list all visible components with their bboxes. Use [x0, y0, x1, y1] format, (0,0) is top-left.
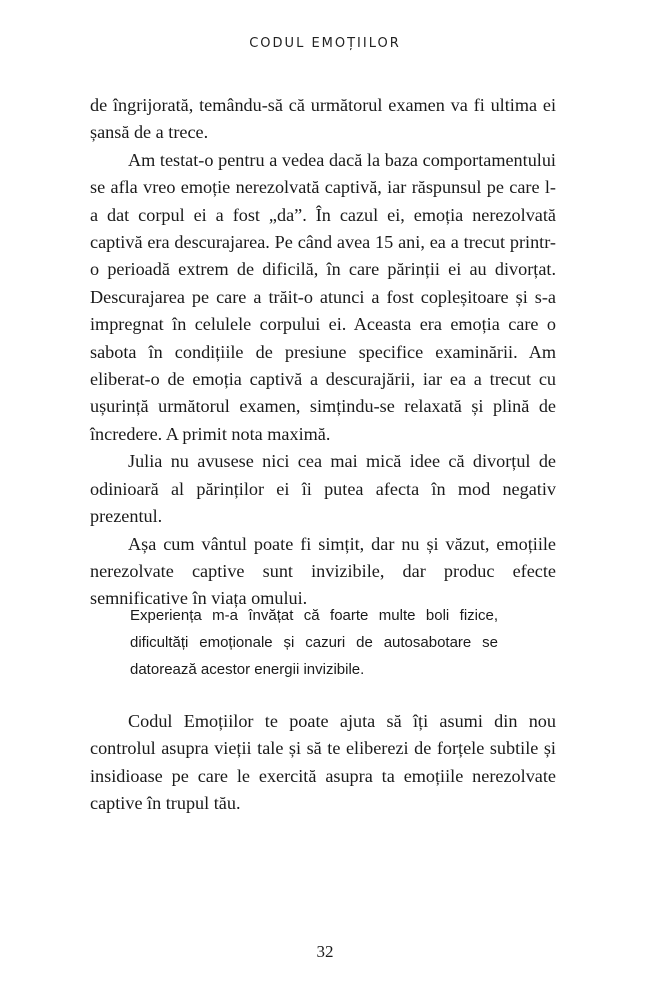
running-header: CODUL EMOȚIILOR — [249, 36, 401, 51]
paragraph-closing: Codul Emoțiilor te poate ajuta să îți asumi din nou controlul asupra vieții tale și să te eliberezi de forțele subtile și insidioase pe care le exercită asupra ta emoțiile nerezolvate captive în trupul tău. — [90, 711, 556, 814]
paragraph-wind-analogy: Așa cum vântul poate fi simțit, dar nu și văzut, emoțiile nerezolvate captive sunt invizibile, dar produc efecte semnificative în viața omului. — [90, 533, 556, 609]
page-number: 32 — [316, 942, 334, 961]
closing-text-block — [90, 708, 556, 818]
main-text-block — [90, 92, 556, 613]
paragraph-julia: Julia nu avusese nici cea mai mică idee că divorțul de odinioară al părinților ei îi putea afecta în mod negativ prezentul. — [90, 451, 556, 527]
paragraph-testing: Am testat-o pentru a vedea dacă la baza comportamentului se afla vreo emoție nerezolvată captivă, iar răspunsul pe care l-a dat corpul ei a fost „da”. În cazul ei, emoția nerezolvată captivă era descurajarea. Pe când avea 15 ani, ea a trecut printr-o perioadă extrem de dificilă, în care părinții ei au divorțat. Descurajarea pe care a trăit-o atunci a fost copleșitoare și s-a impregnat în celulele corpului ei. Aceasta era emoția care o sabota în condițiile de presiune specifice examinării. Am eliberat-o de emoția captivă a descurajării, iar ea a trecut cu ușurință următorul examen, simțindu-se relaxată și plină de încredere. A primit nota maximă. — [90, 149, 556, 444]
pull-quote: Experiența m-a învățat că foarte multe boli fizice, dificultăți emoționale și cazuri de autosabotare se datorează acestor energii invizibile. — [130, 607, 498, 678]
paragraph-continuation: de îngrijorată, temându-să că următorul examen va fi ultima ei șansă de a trece. — [90, 95, 556, 143]
